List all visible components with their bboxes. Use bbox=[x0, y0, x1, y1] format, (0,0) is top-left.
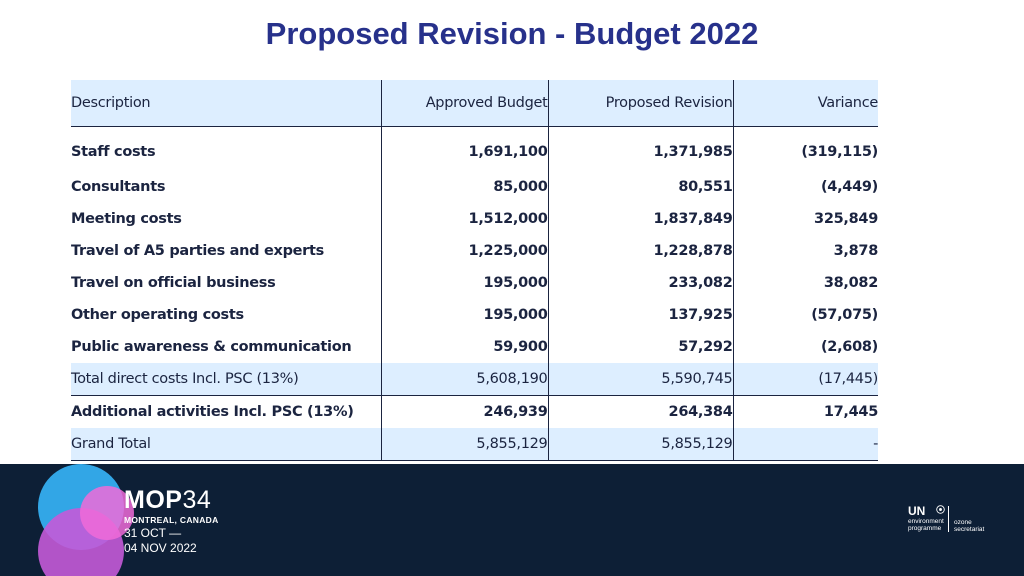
proposed-value: 1,371,985 bbox=[548, 127, 733, 172]
variance-value: (57,075) bbox=[811, 307, 878, 323]
footer-banner bbox=[0, 464, 1024, 576]
header-variance: Variance bbox=[733, 80, 878, 127]
row-label: Travel of A5 parties and experts bbox=[71, 235, 381, 267]
row-label: Total direct costs Incl. PSC (13%) bbox=[71, 363, 381, 396]
row-label: Public awareness & communication bbox=[71, 331, 381, 363]
total-direct-costs-row bbox=[71, 363, 878, 396]
event-title: MOP34 bbox=[124, 486, 212, 514]
event-location: MONTREAL, CANADA bbox=[124, 515, 219, 525]
approved-value: 59,900 bbox=[381, 331, 548, 363]
header-proposed-revision: Proposed Revision bbox=[548, 80, 733, 127]
header-approved-budget: Approved Budget bbox=[381, 80, 548, 127]
proposed-value: 80,551 bbox=[548, 171, 733, 203]
table-row bbox=[71, 267, 878, 299]
table-row bbox=[71, 299, 878, 331]
row-label: Grand Total bbox=[71, 428, 381, 461]
proposed-value: 5,590,745 bbox=[548, 363, 733, 396]
un-line1: environment bbox=[908, 518, 944, 525]
ozone-secretariat-text: ozone secretariat bbox=[954, 519, 985, 533]
approved-value: 5,608,190 bbox=[381, 363, 548, 396]
row-label: Additional activities Incl. PSC (13%) bbox=[71, 396, 381, 429]
table-row bbox=[71, 235, 878, 267]
variance-value: 17,445 bbox=[733, 396, 878, 429]
variance-value: 38,082 bbox=[823, 275, 878, 291]
page-title: Proposed Revision - Budget 2022 bbox=[265, 16, 759, 51]
additional-activities-row bbox=[71, 396, 878, 429]
approved-value: 5,855,129 bbox=[381, 428, 548, 461]
approved-value: 85,000 bbox=[381, 171, 548, 203]
row-label: Meeting costs bbox=[71, 203, 381, 235]
budget-table bbox=[71, 80, 878, 461]
table-header-row bbox=[71, 80, 878, 127]
row-label: Other operating costs bbox=[71, 299, 381, 331]
variance-value: (4,449) bbox=[820, 179, 878, 195]
approved-value: 1,512,000 bbox=[381, 203, 548, 235]
proposed-value: 137,925 bbox=[548, 299, 733, 331]
approved-value: 195,000 bbox=[381, 267, 548, 299]
variance-value: 325,849 bbox=[814, 211, 878, 227]
approved-value: 195,000 bbox=[381, 299, 548, 331]
un-emblem-icon bbox=[936, 505, 945, 514]
event-date-end: 04 NOV 2022 bbox=[124, 541, 197, 555]
un-logo-text: UN bbox=[908, 504, 926, 518]
logo-divider bbox=[948, 506, 949, 532]
proposed-value: 233,082 bbox=[548, 267, 733, 299]
variance-value: (2,608) bbox=[820, 339, 878, 355]
un-line2: programme bbox=[908, 525, 942, 532]
variance-value: 3,878 bbox=[833, 243, 878, 259]
row-label: Travel on official business bbox=[71, 267, 381, 299]
header-description: Description bbox=[71, 80, 381, 127]
proposed-value: 57,292 bbox=[548, 331, 733, 363]
variance-value: - bbox=[733, 428, 878, 461]
proposed-value: 1,837,849 bbox=[548, 203, 733, 235]
proposed-value: 5,855,129 bbox=[548, 428, 733, 461]
un-environment-logo bbox=[908, 504, 985, 533]
table-row bbox=[71, 127, 878, 172]
proposed-value: 1,228,878 bbox=[548, 235, 733, 267]
variance-value: (17,445) bbox=[733, 363, 878, 396]
approved-value: 246,939 bbox=[381, 396, 548, 429]
table-row bbox=[71, 171, 878, 203]
row-label: Consultants bbox=[71, 171, 381, 203]
proposed-value: 264,384 bbox=[548, 396, 733, 429]
approved-value: 1,225,000 bbox=[381, 235, 548, 267]
table-row bbox=[71, 203, 878, 235]
grand-total-row bbox=[71, 428, 878, 461]
table-row bbox=[71, 331, 878, 363]
approved-value: 1,691,100 bbox=[381, 127, 548, 172]
variance-value: (319,115) bbox=[801, 144, 878, 160]
row-label: Staff costs bbox=[71, 127, 381, 172]
event-date-start: 31 OCT — bbox=[124, 526, 182, 540]
